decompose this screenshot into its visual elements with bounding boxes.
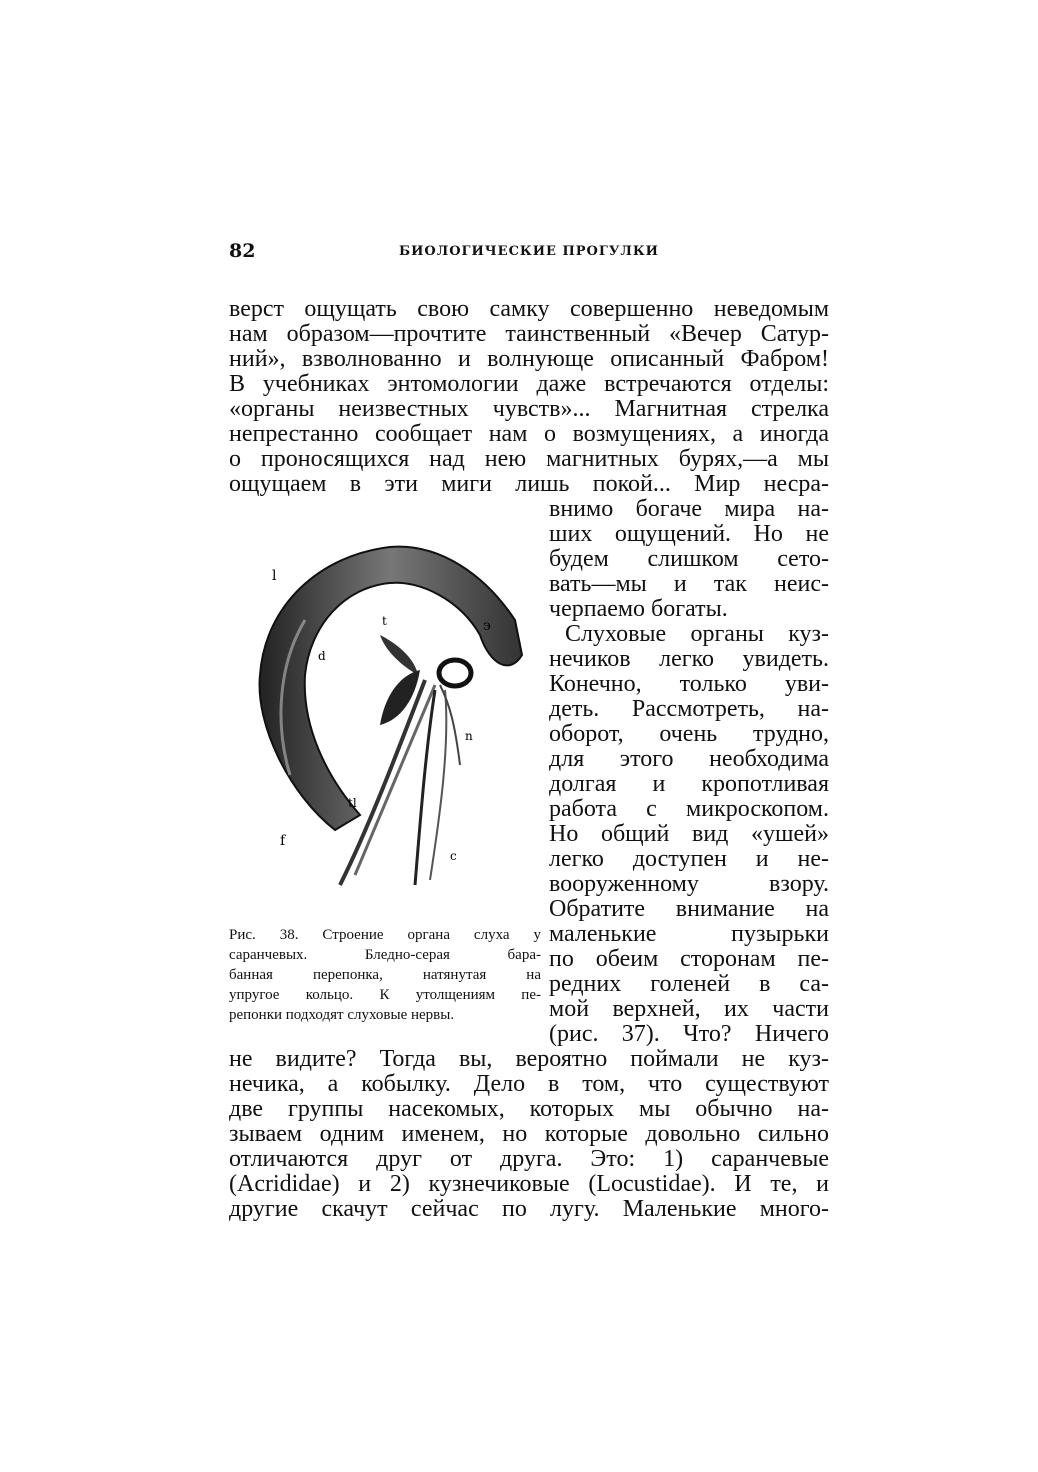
nerve-strand	[440, 685, 460, 765]
figure-label: tl	[348, 796, 357, 810]
text-line: маленькие пузырьки	[549, 921, 829, 947]
caption-line: банная перепонка, натянутая на	[229, 967, 541, 983]
page-number: 82	[229, 240, 256, 262]
figure-caption	[229, 925, 541, 1025]
text-line: нам образом—прочтите таинственный «Вечер Сатур-	[229, 321, 829, 347]
figure-label: c	[450, 849, 457, 863]
caption-line: репонки подходят слуховые нервы.	[229, 1007, 455, 1023]
text-line: работа с микроскопом.	[549, 796, 829, 822]
figure-label: t	[382, 614, 387, 628]
text-line: другие скачут сейчас по лугу. Маленькие много-	[229, 1196, 829, 1222]
figure-label: d	[318, 649, 326, 663]
text-line: отличаются друг от друга. Это: 1) саранчевые	[229, 1146, 829, 1172]
nerve-strand	[415, 690, 435, 885]
text-line: верст ощущать свою самку совершенно неведомым	[229, 296, 829, 322]
text-line: Обратите внимание на	[549, 896, 829, 922]
figure-label: l	[272, 568, 277, 584]
caption-line: саранчевых. Бледно-серая бара-	[229, 947, 541, 963]
caption-line: Рис. 38. Строение органа слуха у	[229, 927, 541, 943]
text-line: Конечно, только уви-	[549, 671, 829, 697]
text-line: не видите? Тогда вы, вероятно поймали не куз-	[229, 1046, 829, 1072]
page-header	[229, 240, 829, 270]
text-line: нечиков легко увидеть.	[549, 646, 829, 672]
text-line: Слуховые органы куз-	[565, 621, 829, 647]
text-line: нечика, а кобылку. Дело в том, что существуют	[229, 1071, 829, 1097]
figure-hearing-organ	[250, 525, 540, 905]
text-line: легко доступен и не-	[549, 846, 829, 872]
text-line: черпаемо богаты.	[549, 596, 728, 622]
text-line: Но общий вид «ушей»	[549, 821, 829, 847]
text-line: по обеим сторонам пе-	[549, 946, 829, 972]
text-line: вооруженному взору.	[549, 871, 829, 897]
text-line: о проносящихся над нею магнитных бурях,—а мы	[229, 446, 829, 472]
text-line: долгая и кропотливая	[549, 771, 829, 797]
text-line: ощущаем в эти миги лишь покой... Мир несра-	[229, 471, 829, 497]
text-line: «органы неизвестных чувств»... Магнитная стрелка	[229, 396, 829, 422]
text-line: мой верхней, их части	[549, 996, 829, 1022]
text-line: (рис. 37). Что? Ничего	[549, 1021, 829, 1047]
text-line: ших ощущений. Но не	[549, 521, 829, 547]
text-line: зываем одним именем, но которые довольно сильно	[229, 1121, 829, 1147]
figure-label: n	[465, 729, 473, 743]
figure-label: f	[280, 833, 286, 849]
running-title: БИОЛОГИЧЕСКИЕ ПРОГУЛКИ	[399, 244, 659, 259]
text-line: оборот, очень трудно,	[549, 721, 829, 747]
text-line: ний», взволнованно и волнующе описанный Фабром!	[229, 346, 829, 372]
text-line: внимо богаче мира на-	[549, 496, 829, 522]
text-line: две группы насекомых, которых мы обычно на-	[229, 1096, 829, 1122]
text-line: для этого необходима	[549, 746, 829, 772]
text-line: будем слишком сето-	[549, 546, 829, 572]
text-line: (Acrididae) и 2) кузнечиковые (Locustidae). И те, и	[229, 1171, 829, 1197]
text-line: редних голеней в са-	[549, 971, 829, 997]
figure-label: э	[483, 618, 491, 634]
text-line: деть. Рассмотреть, на-	[549, 696, 829, 722]
text-line: В учебниках энтомологии даже встречаются отделы:	[229, 371, 829, 397]
caption-line: упругое кольцо. К утолщениям пе-	[229, 987, 541, 1003]
text-line: вать—мы и так неис-	[549, 571, 829, 597]
nerve-strand	[340, 680, 425, 885]
membrane-shape	[380, 635, 418, 675]
membrane-shape	[380, 670, 420, 725]
ring-shape	[439, 660, 471, 686]
hearing-organ-illustration	[250, 525, 540, 905]
text-line: непрестанно сообщает нам о возмущениях, а иногда	[229, 421, 829, 447]
